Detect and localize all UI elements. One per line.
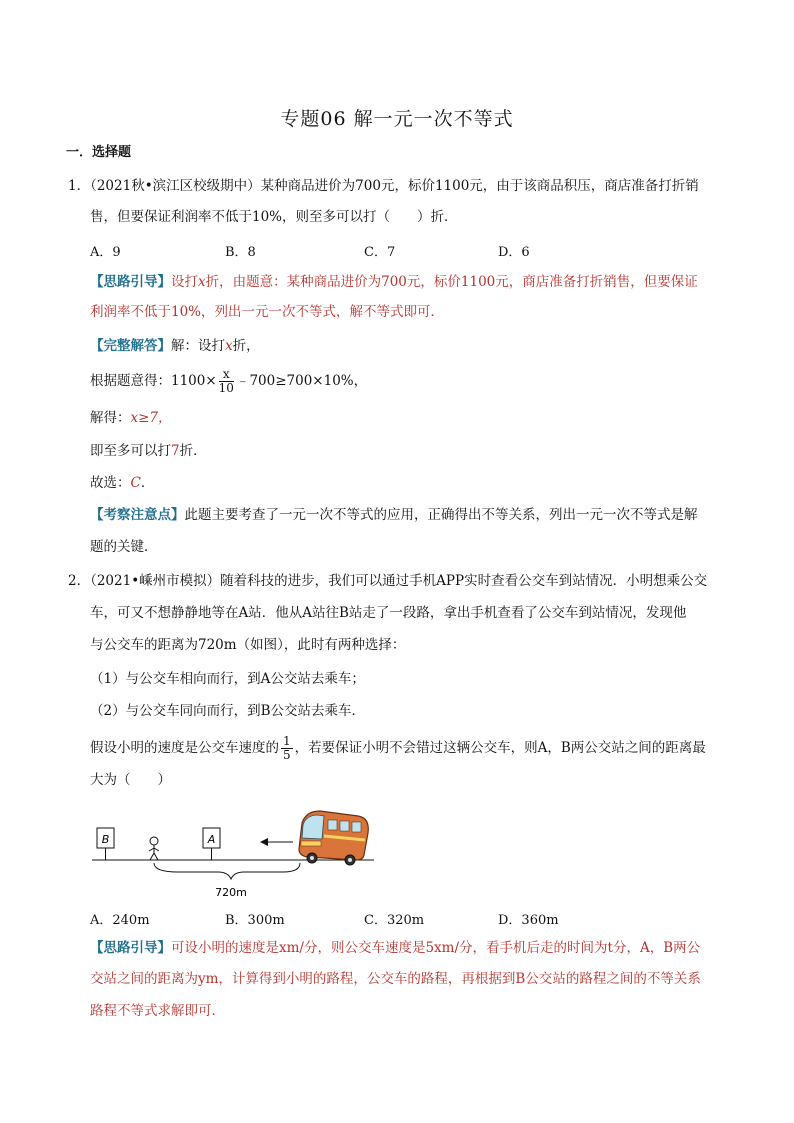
q1-option-c[interactable]: C．7 [364,245,396,260]
q1-source: （2021秋•滨江区校级期中） [90,178,261,194]
q1-answer-label: 【完整解答】 [90,338,171,354]
q1-note-line-1 [90,505,698,525]
q2-fraction-numerator: 1 [283,734,291,748]
q2-number: 2． [68,573,91,589]
q1-fraction [219,368,234,395]
q1-result-text-b: 折． [179,443,207,459]
q1-hint-var: x [198,274,206,290]
q1-number: 1． [68,178,91,194]
q1-answer-text-a: 解：设打 [171,338,225,354]
q2-text-4b: ，若要保证小明不会错过这辆公交车，则A，B两公交站之间的距离最 [294,740,706,756]
station-b-label: B [101,833,110,846]
q2-option-c[interactable]: C．320m [364,913,425,928]
q1-answer-line-3 [90,408,172,428]
q2-option-a[interactable]: A．240m [90,913,150,928]
q1-result-text-a: 即至多可以打 [90,443,171,459]
q2-hint-line-1 [90,938,700,958]
distance-brace [154,863,300,879]
q1-hint-line-1 [90,272,698,292]
q1-option-d[interactable]: D．6 [498,245,530,260]
distance-label: 720m [215,886,247,899]
q2-line-2: 车，可又不想静静地等在A站．他从A站往B站走了一段路，拿出手机查看了公交车到站情况，发现他 [90,605,687,621]
q1-solve-value: x≥7， [130,410,172,426]
station-a-label: A [207,833,216,846]
page-title: 专题06 解一元一次不等式 [280,108,514,130]
q1-hint-label: 【思路引导】 [90,274,171,290]
q2-line-3: 与公交车的距离为720m（如图），此时有两种选择： [90,637,406,653]
q1-choice-value: C [130,475,141,491]
q2-text-4a: 假设小明的速度是公交车速度的 [90,740,279,756]
q1-answer-line-4 [90,441,207,461]
q2-hint-label: 【思路引导】 [90,940,171,956]
section-heading: 一．选择题 [66,145,132,160]
q1-hint-text-a: 设打 [171,274,198,290]
q1-note-label: 【考察注意点】 [90,507,185,523]
q1-answer-line-5 [90,473,154,493]
q1-answer-text-b: 折， [232,338,260,354]
q2-fraction-denominator: 5 [283,748,291,762]
q1-hint-line-2: 利润率不低于10%，列出一元一次不等式，解不等式即可． [90,304,445,320]
q2-line-4 [90,735,706,762]
q1-equation-left: 根据题意得：1100× [90,373,217,389]
left-arrow-icon [260,838,293,846]
q1-note-text: 此题主要考查了一元一次不等式的应用，正确得出不等关系，列出一元一次不等式是解 [184,507,698,523]
q2-option-d[interactable]: D．360m [498,913,559,928]
q1-option-a[interactable]: A．9 [90,245,121,260]
q2-choice-1: （1）与公交车相向而行，到A公交站去乘车； [90,671,365,687]
bus-distance-figure [88,805,378,900]
q1-answer-line-2 [90,368,367,395]
q2-text-1: 随着科技的进步，我们可以通过手机APP实时查看公交车到站情况．小明想乘公交 [220,573,708,589]
q2-option-b[interactable]: B．300m [225,913,285,928]
q1-answer-line-1 [90,336,260,356]
q2-line-1 [68,571,707,591]
q1-fraction-numerator: x [219,368,234,382]
q1-line-1 [68,176,699,196]
q1-hint-text-b: 折，由题意：某种商品进价为700元，标价1100元，商店准备打折销售，但要保证 [205,274,698,290]
q1-choice-label: 故选： [90,475,131,491]
q1-fraction-denominator: 10 [218,381,234,395]
person-icon [149,837,159,860]
bus-icon [299,811,368,865]
q1-solve-label: 解得： [90,410,131,426]
q2-hint-line-3: 路程不等式求解即可． [90,1003,225,1019]
q1-choice-end: ． [140,475,155,491]
q2-hint-line-2: 交站之间的距离为ym，计算得到小明的路程，公交车的路程，再根据到B公交站的路程之间的不等关系 [90,971,701,987]
q2-hint-text-1: 可设小明的速度是xm/分，则公交车速度是5xm/分，看手机后走的时间为t分，A，B两公 [171,940,701,956]
q1-line-2: 售，但要保证利润率不低于10%，则至多可以打（ ）折． [90,209,458,225]
q2-fraction [281,735,293,762]
q1-option-b[interactable]: B．8 [225,245,256,260]
q2-source: （2021•嵊州市模拟） [90,573,221,589]
q1-answer-var: x [225,338,233,354]
q1-result-value: 7 [171,443,180,459]
q1-text-1: 某种商品进价为700元，标价1100元，由于该商品积压，商店准备打折销 [260,178,699,194]
q2-choice-2: （2）与公交车同向而行，到B公交站去乘车． [90,703,366,719]
q1-equation-right: ﹣700≥700×10%， [235,373,368,389]
q2-line-5: 大为（ ） [90,772,171,788]
q1-note-line-2: 题的关键． [90,539,158,555]
